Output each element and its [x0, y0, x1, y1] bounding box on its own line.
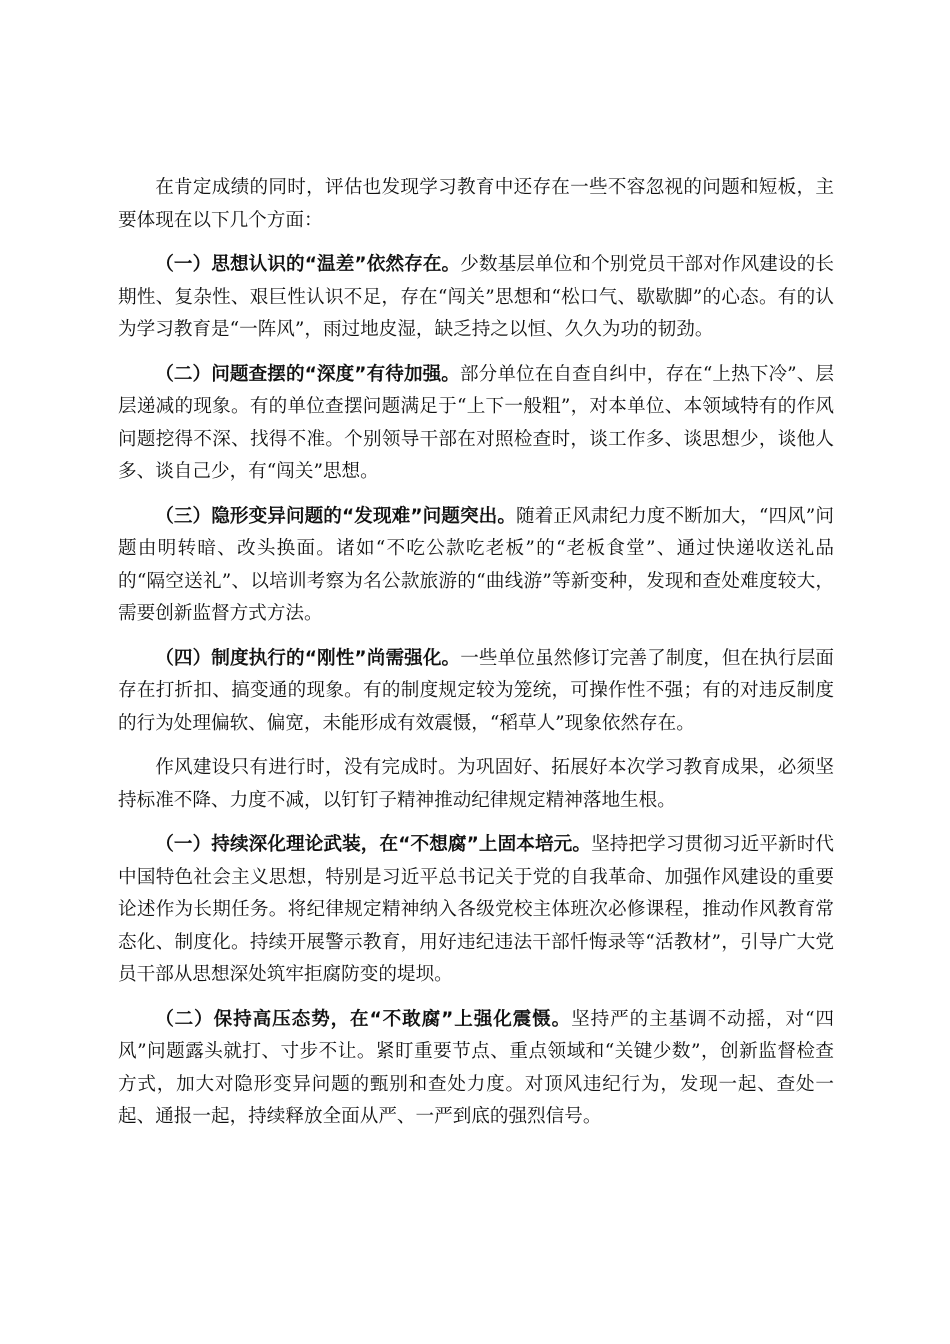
paragraph-text: 少数基层单位和个别党员干部对作风建设的长期性、复杂性、艰巨性认识不足，存在“闯关”思想和“松口气、歇歇脚”的心态。有的认为学习教育是“一阵风”，雨过地皮湿，缺乏持之以恒、久久为功的韧劲。 — [118, 254, 834, 340]
paragraph-text: 部分单位在自查自纠中，存在“上热下冷”、层层递减的现象。有的单位查摆问题满足于“上下一般粗”，对本单位、本领域特有的作风问题挖得不深、找得不准。个别领导干部在对照检查时，谈工作多、谈思想少，谈他人多、谈自己少，有“闯关”思想。 — [118, 363, 834, 482]
paragraph-issue-2 — [118, 359, 834, 489]
paragraph-lead: （二）保持高压态势，在“不敢腐”上强化震慑。 — [155, 1008, 572, 1030]
paragraph-measure-2 — [118, 1004, 834, 1134]
paragraph-text: 一些单位虽然修订完善了制度，但在执行层面存在打折扣、搞变通的现象。有的制度规定较为笼统，可操作性不强；有的对违反制度的行为处理偏软、偏宽，未能形成有效震慑，“稻草人”现象依然存在。 — [118, 647, 834, 734]
paragraph-lead: （一）思想认识的“温差”依然存在。 — [155, 254, 461, 275]
paragraph-lead: （一）持续深化理论武装，在“不想腐”上固本培元。 — [155, 834, 592, 855]
document-body — [118, 172, 834, 1146]
paragraph-transition — [118, 752, 834, 817]
paragraph-intro — [118, 172, 834, 237]
paragraph-text: 坚持把学习贯彻习近平新时代中国特色社会主义思想，特别是习近平总书记关于党的自我革命、加强作风建设的重要论述作为长期任务。将纪律规定精神纳入各级党校主体班次必修课程，推动作风教育常态化、制度化。持续开展警示教育，用好违纪违法干部忏悔录等“活教材”，引导广大党员干部从思想深处筑牢拒腐防变的堤坝。 — [118, 834, 834, 985]
paragraph-text: 坚持严的主基调不动摇，对“四风”问题露头就打、寸步不让。紧盯重要节点、重点领域和“关键少数”，创新监督检查方式，加大对隐形变异问题的甄别和查处力度。对顶风违纪行为，发现一起、查处一起、通报一起，持续释放全面从严、一严到底的强烈信号。 — [118, 1008, 834, 1127]
paragraph-text: 随着正风肃纪力度不断加大，“四风”问题由明转暗、改头换面。诸如“不吃公款吃老板”的“老板食堂”、通过快递收送礼品的“隔空送礼”、以培训考察为名公款旅游的“曲线游”等新变种，发现和查处难度较大，需要创新监督方式方法。 — [118, 505, 834, 624]
paragraph-lead: （三）隐形变异问题的“发现难”问题突出。 — [155, 505, 517, 527]
paragraph-text: 作风建设只有进行时，没有完成时。为巩固好、拓展好本次学习教育成果，必须坚持标准不降、力度不减，以钉钉子精神推动纪律规定精神落地生根。 — [118, 757, 834, 811]
paragraph-text: 在肯定成绩的同时，评估也发现学习教育中还存在一些不容忽视的问题和短板，主要体现在以下几个方面： — [118, 177, 834, 231]
paragraph-issue-3 — [118, 501, 834, 631]
paragraph-lead: （四）制度执行的“刚性”尚需强化。 — [155, 647, 461, 669]
paragraph-issue-1 — [118, 249, 834, 347]
paragraph-lead: （二）问题查摆的“深度”有待加强。 — [155, 363, 460, 385]
paragraph-issue-4 — [118, 643, 834, 741]
paragraph-measure-1 — [118, 829, 834, 992]
